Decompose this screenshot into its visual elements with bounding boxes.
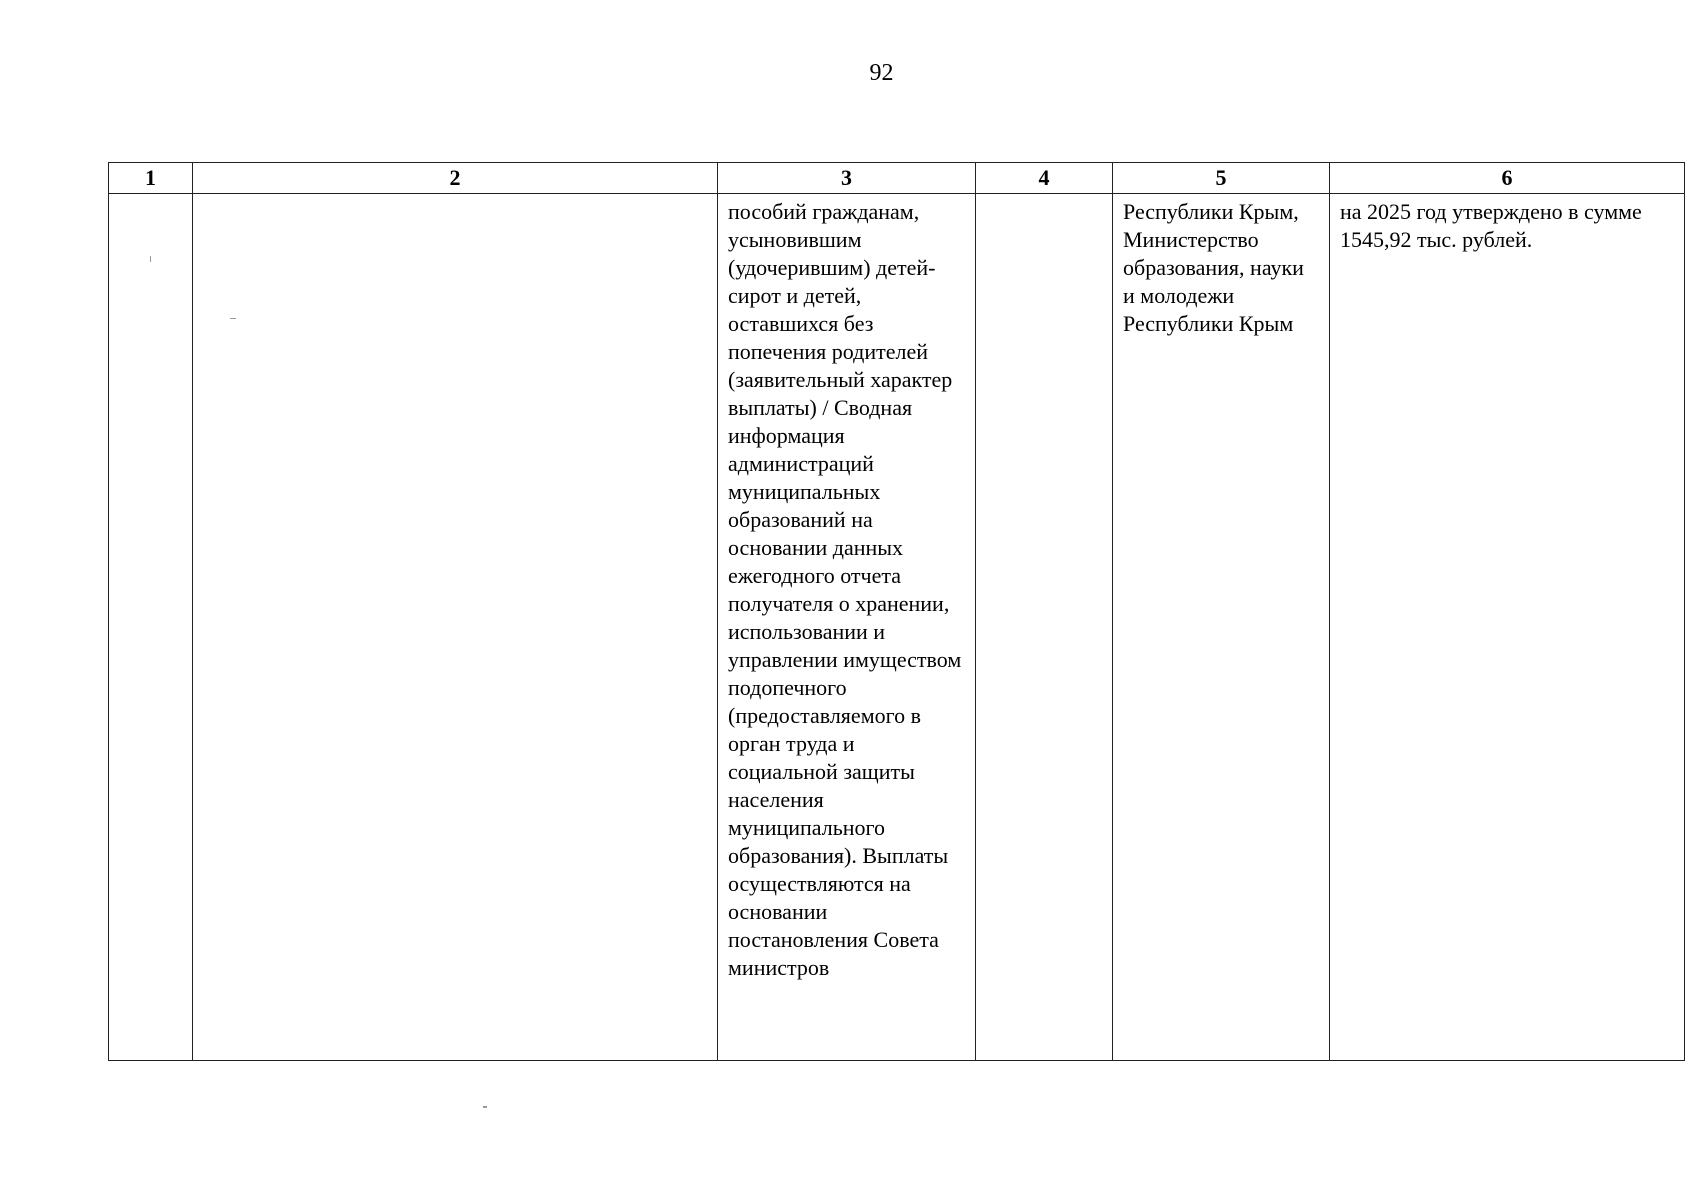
cell-col-2 bbox=[193, 194, 718, 1061]
cell-col-3-text: пособий гражданам, усыновившим (удочерившим) детей-сирот и детей, оставшихся без попечения родителей (заявительный характер выплаты) / Сводная информация администраций муниципальных образований на основании данных ежегодного отчета получателя о хранении, использовании и управлении имуществом подопечного (предоставляемого в орган труда и социальной защиты населения муниципального образования). Выплаты осуществляются на основании постановления Совета министров bbox=[728, 199, 962, 980]
column-header-3: 3 bbox=[718, 163, 976, 194]
cell-col-4-text bbox=[976, 194, 1112, 198]
data-table bbox=[108, 162, 1685, 1061]
column-header-6: 6 bbox=[1330, 163, 1685, 194]
cell-col-6 bbox=[1330, 194, 1685, 1061]
cell-col-1-text bbox=[109, 194, 192, 198]
cell-col-4 bbox=[976, 194, 1113, 1061]
scan-speck bbox=[230, 318, 236, 319]
cell-col-3 bbox=[718, 194, 976, 1061]
column-header-4: 4 bbox=[976, 163, 1113, 194]
cell-col-1 bbox=[109, 194, 193, 1061]
table-row bbox=[109, 194, 1685, 1061]
table-header-row bbox=[109, 163, 1685, 194]
column-header-1: 1 bbox=[109, 163, 193, 194]
page-number: 92 bbox=[869, 60, 894, 86]
cell-col-5 bbox=[1113, 194, 1330, 1061]
column-header-5: 5 bbox=[1113, 163, 1330, 194]
column-header-2: 2 bbox=[193, 163, 718, 194]
cell-col-6-text: на 2025 год утверждено в сумме 1545,92 тыс. рублей. bbox=[1340, 199, 1642, 252]
scan-speck bbox=[483, 1106, 487, 1108]
cell-col-2-text bbox=[193, 194, 717, 198]
cell-col-5-text: Республики Крым, Министерство образования, науки и молодежи Республики Крым bbox=[1123, 199, 1304, 336]
scan-speck bbox=[150, 256, 151, 262]
